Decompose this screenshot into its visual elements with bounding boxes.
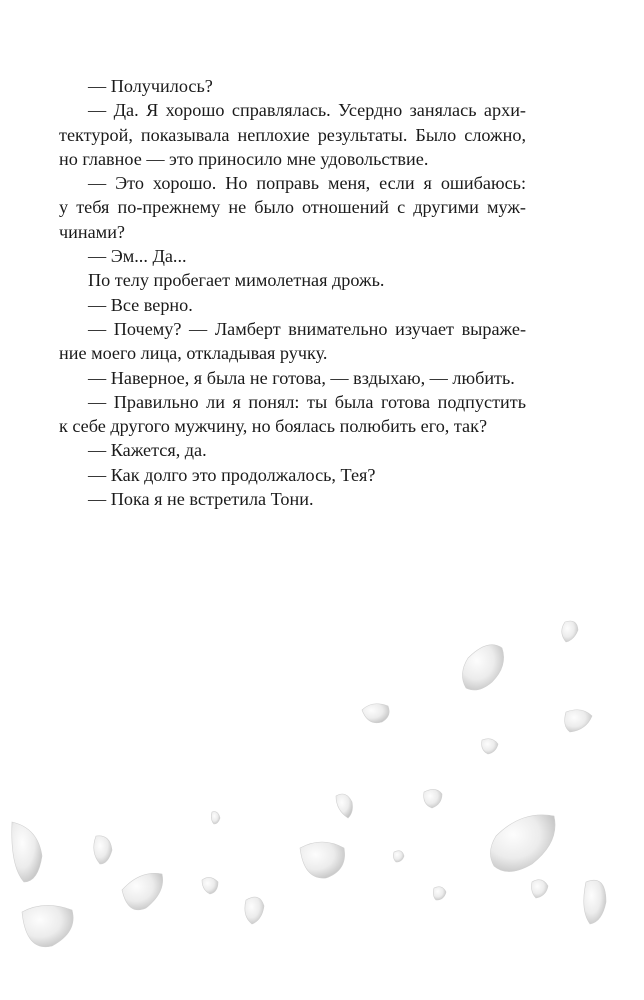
text-line-4: — Это хорошо. Но поправь меня, если я ошибаюсь: [88, 173, 526, 194]
text-line [88, 390, 526, 414]
text-line-5: у тебя по-прежнему не было отношений с другими муж- [59, 197, 526, 218]
petal-icon [462, 645, 503, 690]
text-line-10: — Почему? — Ламберт внимательно изучает выраже- [88, 318, 526, 339]
text-line [59, 147, 526, 171]
text-line-15: — Кажется, да. [88, 440, 207, 461]
text-line [88, 366, 526, 390]
text-line-8: По телу пробегает мимолетная дрожь. [88, 270, 385, 291]
petal-icon [562, 621, 578, 642]
petal-icon [94, 836, 112, 864]
petal-icon [245, 897, 264, 924]
petal-icon [565, 710, 592, 732]
petal-icon [202, 877, 218, 894]
text-line-12: — Наверное, я была не готова, — вздыхаю, — любить. [88, 367, 515, 388]
text-line-17: — Пока я не встретила Тони. [88, 489, 314, 510]
petal-icon [482, 739, 498, 754]
petal-icon [490, 815, 555, 872]
petal-icon [22, 905, 73, 946]
text-line-2: тектурой, показывала неплохие результаты. Было сложно, [59, 124, 526, 145]
petal-decoration [0, 600, 644, 1000]
text-line [88, 487, 526, 511]
petal-icon [584, 880, 606, 924]
petal-icon [433, 887, 446, 900]
text-line [88, 268, 526, 292]
text-line [59, 341, 526, 365]
text-line-11: ние моего лица, откладывая ручку. [59, 343, 328, 364]
petal-icon [362, 704, 389, 723]
text-line [88, 171, 526, 195]
text-line-16: — Как долго это продолжалось, Тея? [88, 464, 376, 485]
text-line [59, 123, 526, 147]
text-line [88, 244, 526, 268]
text-line-3: но главное — это приносило мне удовольствие. [59, 148, 429, 169]
text-line [59, 414, 526, 438]
text-line-14: к себе другого мужчину, но боялась полюбить его, так? [59, 416, 488, 437]
petal-icon [393, 851, 404, 862]
text-line-0: — Получилось? [88, 76, 213, 96]
text-line-7: — Эм... Да... [88, 246, 187, 267]
petal-icon [336, 794, 353, 818]
text-line [59, 195, 526, 219]
petal-icon [300, 842, 345, 878]
text-line [88, 438, 526, 462]
text-line [59, 220, 526, 244]
text-line [88, 293, 526, 317]
text-line-9: — Все верно. [88, 294, 193, 315]
petal-icon [424, 789, 442, 808]
text-line [88, 74, 526, 98]
petal-icon [532, 880, 549, 898]
text-line [88, 463, 526, 487]
text-line-1: — Да. Я хорошо справлялась. Усердно занялась архи- [88, 100, 526, 121]
text-line [88, 317, 526, 341]
body-text [59, 74, 526, 511]
petal-icon [122, 873, 163, 910]
petal-icon [12, 822, 42, 882]
text-line-13: — Правильно ли я понял: ты была готова подпустить [88, 391, 526, 412]
text-line [88, 98, 526, 122]
petal-icon [211, 812, 220, 824]
text-line-6: чинами? [59, 221, 126, 242]
